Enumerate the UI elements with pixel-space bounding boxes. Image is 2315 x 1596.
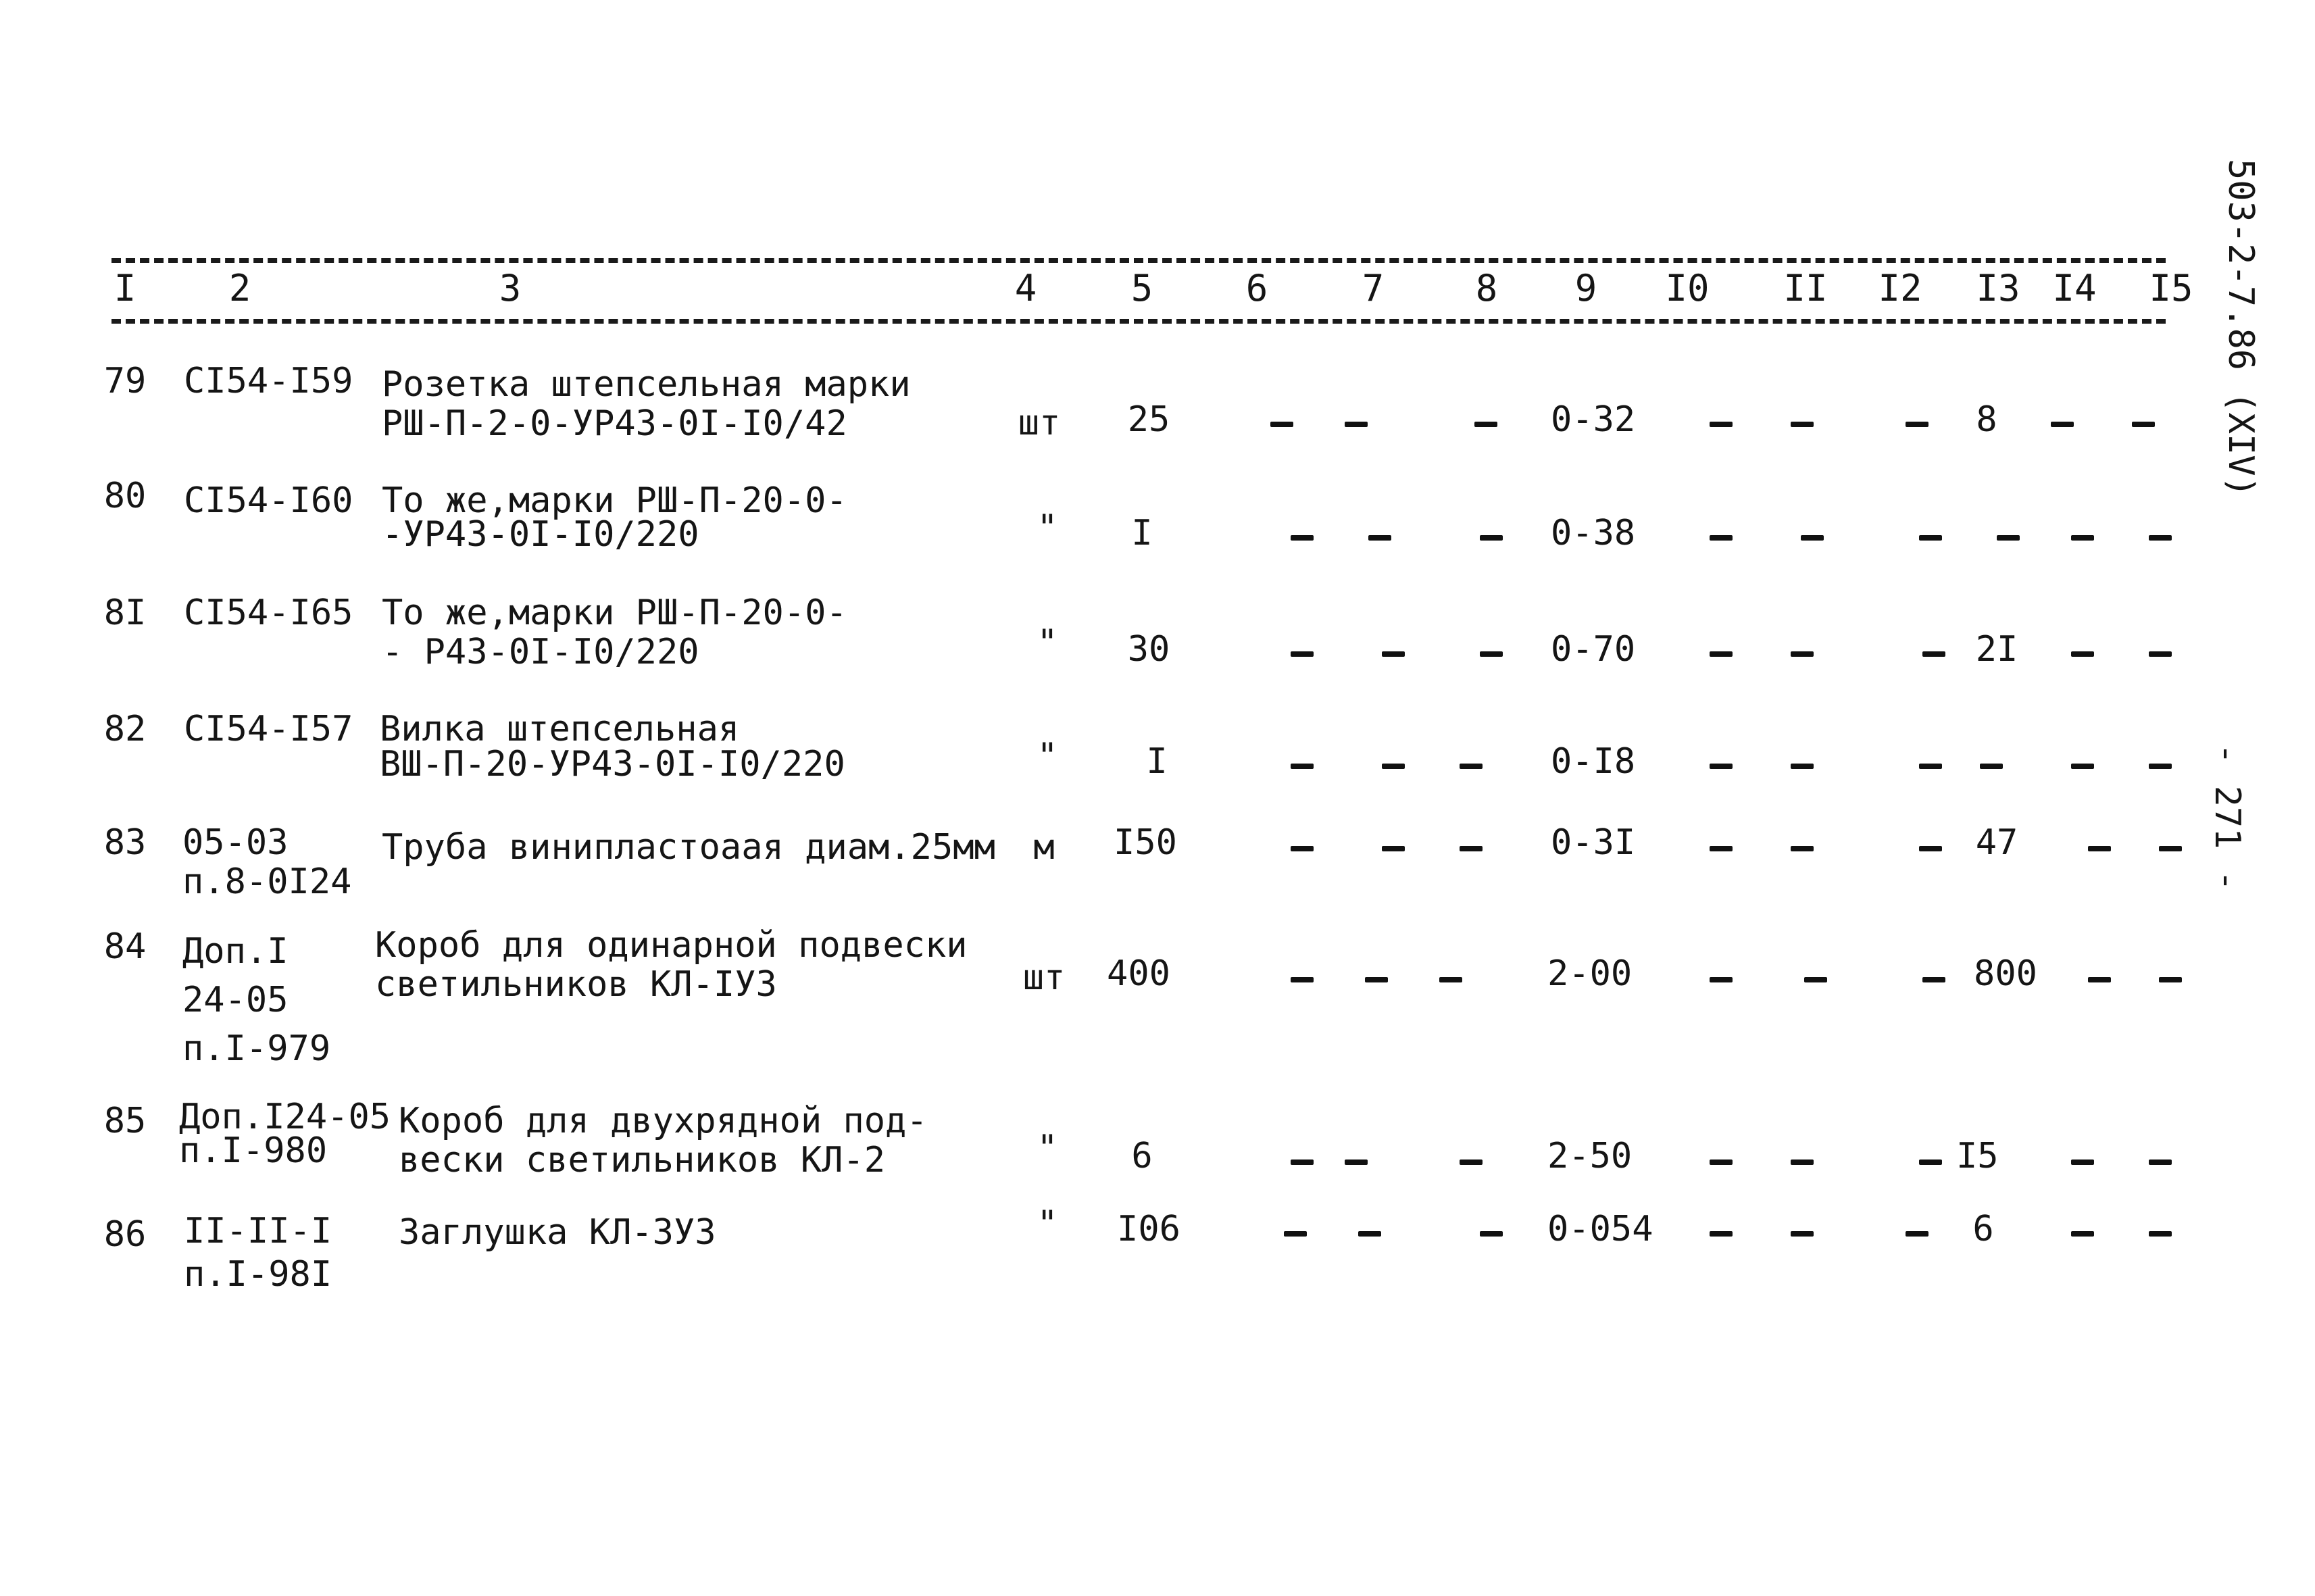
column-header-1: I xyxy=(114,267,136,309)
column-header-3: 3 xyxy=(499,267,522,309)
row-col6-dash xyxy=(1291,764,1314,769)
row-col13-value: 2I xyxy=(1975,629,2018,670)
row-col13-value: 47 xyxy=(1975,822,2018,863)
row-description-line: ВШ-П-20-УР43-0I-I0/220 xyxy=(380,744,845,784)
row-description xyxy=(382,481,847,554)
column-header-9: 9 xyxy=(1574,267,1597,309)
row-number: 84 xyxy=(103,926,147,967)
row-col12-dash xyxy=(1906,422,1928,427)
row-code xyxy=(184,481,353,520)
row-col7-dash xyxy=(1368,535,1391,541)
row-description xyxy=(375,926,968,1004)
column-header-14: I4 xyxy=(2052,267,2097,309)
row-col13-dash xyxy=(1980,764,2003,769)
row-description xyxy=(382,365,911,443)
row-col14-dash xyxy=(2071,764,2094,769)
row-col10-dash xyxy=(1710,764,1733,769)
row-col11-dash xyxy=(1791,651,1814,657)
row-description-line: Короб для двухрядной под- xyxy=(399,1101,928,1141)
row-number: 8I xyxy=(103,593,147,633)
row-code-line: 24-05 xyxy=(182,980,289,1020)
row-code-line: п.I-98I xyxy=(184,1254,332,1295)
row-code xyxy=(182,927,330,1073)
row-code xyxy=(184,1210,332,1296)
row-col7-dash xyxy=(1382,846,1405,851)
row-col8-dash xyxy=(1480,1231,1503,1237)
row-col13-value: I5 xyxy=(1956,1136,1999,1176)
row-quantity: 25 xyxy=(1127,399,1170,440)
row-col10-dash xyxy=(1710,651,1733,657)
row-col10-dash xyxy=(1710,535,1733,541)
row-col9-value: 2-50 xyxy=(1547,1136,1633,1176)
row-col6-dash xyxy=(1291,651,1314,657)
row-unit: " xyxy=(1037,1203,1058,1244)
row-col11-dash xyxy=(1791,764,1814,769)
row-col7-dash xyxy=(1382,651,1405,657)
row-col12-dash xyxy=(1919,1159,1942,1165)
row-col10-dash xyxy=(1710,977,1733,982)
row-unit: " xyxy=(1037,507,1058,548)
row-col14-dash xyxy=(2071,651,2094,657)
row-code xyxy=(179,1097,391,1170)
row-col9-value: 0-70 xyxy=(1551,629,1636,670)
row-col10-dash xyxy=(1710,846,1733,851)
row-description-line: Короб для одинарной подвески xyxy=(375,925,968,966)
row-col10-dash xyxy=(1710,1231,1733,1237)
row-col6-dash xyxy=(1291,977,1314,982)
row-unit: шт xyxy=(1022,957,1066,998)
column-header-2: 2 xyxy=(228,267,251,309)
row-col10-dash xyxy=(1710,1159,1733,1165)
row-col7-dash xyxy=(1365,977,1388,982)
row-col8-dash xyxy=(1439,977,1462,982)
row-col14-dash xyxy=(2088,977,2111,982)
row-description-line: То же,марки РШ-П-20-0- xyxy=(382,593,847,633)
row-col6-dash xyxy=(1291,846,1314,851)
column-header-7: 7 xyxy=(1362,267,1385,309)
row-unit: " xyxy=(1037,1128,1058,1168)
row-col6-dash xyxy=(1291,1159,1314,1165)
row-description xyxy=(382,828,995,867)
row-code xyxy=(184,709,353,749)
row-number: 85 xyxy=(103,1101,147,1141)
row-col12-dash xyxy=(1922,977,1945,982)
row-description-line: - Р43-0I-I0/220 xyxy=(382,632,699,672)
row-col13-value: 8 xyxy=(1976,399,1997,440)
row-col14-dash xyxy=(2088,846,2111,851)
document-code-side-note: 503-2-7.86 (XIV) xyxy=(2220,159,2261,497)
row-code xyxy=(184,361,353,401)
row-col6-dash xyxy=(1284,1231,1307,1237)
row-col8-dash xyxy=(1460,1159,1483,1165)
row-description xyxy=(399,1101,928,1180)
row-col14-dash xyxy=(2071,535,2094,541)
row-quantity: 6 xyxy=(1131,1136,1153,1176)
row-description-line: светильников КЛ-IУЗ xyxy=(375,964,777,1005)
row-col15-dash xyxy=(2132,422,2155,427)
row-code-line: Доп.I xyxy=(182,931,289,972)
row-col8-dash xyxy=(1460,846,1483,851)
row-quantity: I xyxy=(1131,513,1153,553)
row-description-line: -УР43-0I-I0/220 xyxy=(382,514,699,555)
column-header-15: I5 xyxy=(2149,267,2193,309)
row-number: 83 xyxy=(103,822,147,863)
row-col11-dash xyxy=(1791,422,1814,427)
row-col7-dash xyxy=(1382,764,1405,769)
row-code-line: CI54-I57 xyxy=(184,709,353,749)
row-col15-dash xyxy=(2149,535,2172,541)
row-quantity: I06 xyxy=(1117,1209,1180,1249)
column-header-13: I3 xyxy=(1976,267,2020,309)
row-description-line: РШ-П-2-0-УР43-0I-I0/42 xyxy=(382,403,847,444)
row-col7-dash xyxy=(1358,1231,1381,1237)
row-description-line: вески светильников КЛ-2 xyxy=(399,1140,886,1180)
row-code-line: CI54-I65 xyxy=(184,593,353,633)
row-col9-value: 0-3I xyxy=(1551,822,1636,863)
row-col12-dash xyxy=(1922,651,1945,657)
row-col14-dash xyxy=(2071,1159,2094,1165)
row-col7-dash xyxy=(1345,1159,1368,1165)
row-code-line: п.8-0I24 xyxy=(182,862,352,902)
row-quantity: 30 xyxy=(1127,629,1170,670)
row-code-line: Доп.I24-05 xyxy=(179,1097,391,1137)
row-col12-dash xyxy=(1919,846,1942,851)
row-col9-value: 2-00 xyxy=(1547,953,1633,994)
row-code-line: п.I-979 xyxy=(182,1028,331,1069)
row-number: 80 xyxy=(103,476,147,516)
column-header-8: 8 xyxy=(1475,267,1498,309)
row-col9-value: 0-I8 xyxy=(1551,741,1636,782)
row-description xyxy=(399,1213,716,1252)
row-col8-dash xyxy=(1480,535,1503,541)
row-col9-value: 0-38 xyxy=(1551,513,1636,553)
row-col15-dash xyxy=(2159,846,2182,851)
row-description-line: Труба винипластоаая диам.25мм xyxy=(382,827,995,868)
column-header-5: 5 xyxy=(1130,267,1153,309)
row-code-line: CI54-I59 xyxy=(184,361,353,401)
column-header-6: 6 xyxy=(1245,267,1268,309)
row-code-line: п.I-980 xyxy=(179,1130,328,1171)
row-col12-dash xyxy=(1919,764,1942,769)
row-unit: " xyxy=(1037,736,1058,776)
row-col15-dash xyxy=(2149,1231,2172,1237)
row-col7-dash xyxy=(1345,422,1368,427)
row-col8-dash xyxy=(1480,651,1503,657)
row-col6-dash xyxy=(1270,422,1293,427)
row-col11-dash xyxy=(1801,535,1824,541)
row-number: 82 xyxy=(103,709,147,749)
row-col11-dash xyxy=(1791,846,1814,851)
row-unit: шт xyxy=(1018,403,1061,443)
column-header-10: I0 xyxy=(1665,267,1710,309)
row-number: 79 xyxy=(103,361,147,401)
row-col14-dash xyxy=(2051,422,2074,427)
row-col13-value: 6 xyxy=(1972,1209,1994,1249)
row-description-line: Розетка штепсельная марки xyxy=(382,364,911,405)
row-col9-value: 0-32 xyxy=(1551,399,1636,440)
row-code-line: 05-03 xyxy=(182,822,289,863)
row-description xyxy=(380,709,845,784)
row-description xyxy=(382,593,847,672)
row-col12-dash xyxy=(1919,535,1942,541)
row-unit: м xyxy=(1033,827,1055,868)
row-description-line: То же,марки РШ-П-20-0- xyxy=(382,480,847,521)
row-col11-dash xyxy=(1804,977,1827,982)
row-col11-dash xyxy=(1791,1231,1814,1237)
header-top-rule xyxy=(111,258,2166,263)
header-bottom-rule xyxy=(111,319,2166,324)
row-col14-dash xyxy=(2071,1231,2094,1237)
row-code xyxy=(184,593,353,632)
row-col15-dash xyxy=(2149,764,2172,769)
column-header-12: I2 xyxy=(1878,267,1922,309)
row-col8-dash xyxy=(1474,422,1497,427)
page-number-side-note: - 271 - xyxy=(2207,743,2247,892)
row-col15-dash xyxy=(2159,977,2182,982)
column-header-4: 4 xyxy=(1014,267,1037,309)
row-code-line: II-II-I xyxy=(184,1211,332,1251)
row-col11-dash xyxy=(1791,1159,1814,1165)
row-description-line: Вилка штепсельная xyxy=(380,709,740,749)
row-col10-dash xyxy=(1710,422,1733,427)
column-header-11: II xyxy=(1783,267,1828,309)
row-col13-value: 800 xyxy=(1974,953,2037,994)
row-col13-dash xyxy=(1997,535,2020,541)
row-col15-dash xyxy=(2149,651,2172,657)
row-code xyxy=(182,823,351,901)
row-number: 86 xyxy=(103,1214,147,1255)
row-col9-value: 0-054 xyxy=(1547,1209,1653,1249)
row-quantity: I50 xyxy=(1114,822,1177,863)
row-quantity: 400 xyxy=(1107,953,1170,994)
row-col6-dash xyxy=(1291,535,1314,541)
row-col8-dash xyxy=(1460,764,1483,769)
row-col15-dash xyxy=(2149,1159,2172,1165)
row-description-line: Заглушка КЛ-ЗУЗ xyxy=(399,1212,716,1253)
row-quantity: I xyxy=(1146,741,1168,782)
row-code-line: CI54-I60 xyxy=(184,480,353,521)
row-col12-dash xyxy=(1906,1231,1928,1237)
row-unit: " xyxy=(1037,622,1058,663)
